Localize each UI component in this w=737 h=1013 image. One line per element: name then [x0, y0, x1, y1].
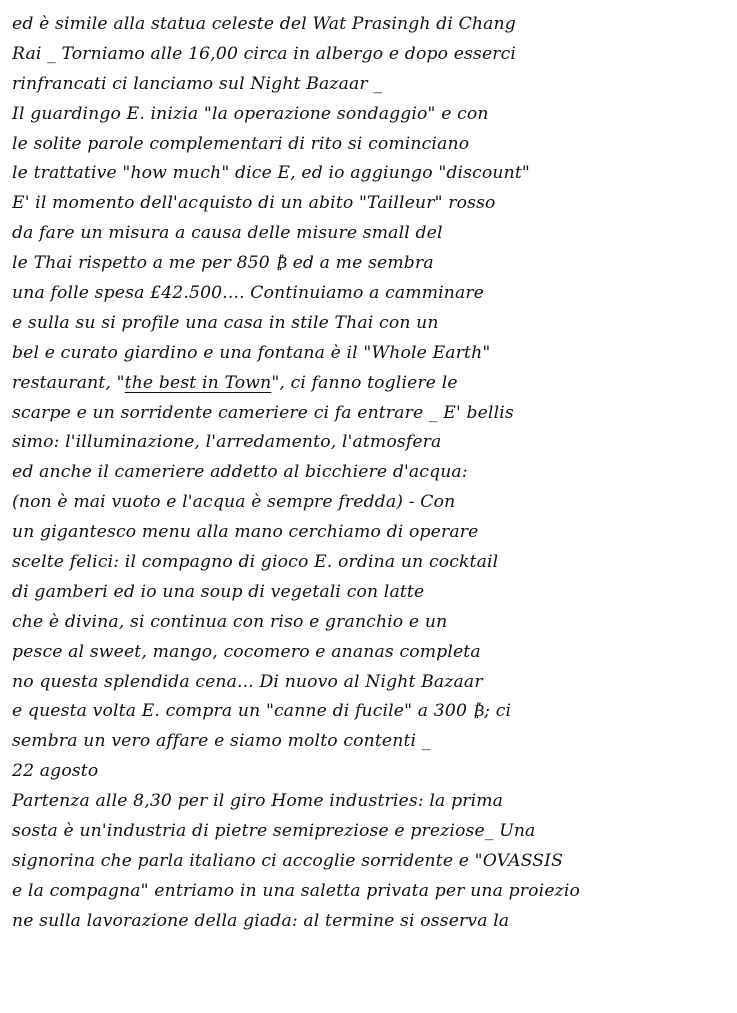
- text-line: bel e curato giardino e una fontana è il "Whole Earth": [12, 342, 491, 363]
- text-line: le Thai rispetto a me per 850 ₿ ed a me sembra: [12, 253, 434, 274]
- text-line: le trattative "how much" dice E, ed io aggiungo "discount": [12, 163, 530, 184]
- text-line: rinfrancati ci lanciamo sul Night Bazaar _: [12, 73, 383, 94]
- text-line: ed anche il cameriere addetto al bicchiere d'acqua:: [12, 462, 468, 483]
- text-line: Rai _ Torniamo alle 16,00 circa in albergo e dopo esserci: [12, 43, 517, 64]
- text-line: Partenza alle 8,30 per il giro Home industries: la prima: [12, 791, 504, 812]
- text-line: un gigantesco menu alla mano cerchiamo di operare: [12, 522, 479, 543]
- underlined-phrase: the best in Town: [124, 372, 272, 393]
- text-line: di gamberi ed io una soup di vegetali con latte: [12, 581, 425, 602]
- handwritten-text-block: [12, 10, 730, 937]
- text-line: una folle spesa £42.500.... Continuiamo a camminare: [12, 283, 485, 304]
- text-segment: ", ci fanno togliere le: [271, 372, 458, 393]
- text-line: ne sulla lavorazione della giada: al termine si osserva la: [12, 910, 510, 931]
- text-line: e la compagna" entriamo in una saletta privata per una proiezio: [12, 880, 580, 901]
- text-line: (non è mai vuoto e l'acqua è sempre fredda) - Con: [12, 492, 456, 513]
- text-line: sosta è un'industria di pietre semipreziose e preziose_ Una: [12, 821, 536, 842]
- text-line: E' il momento dell'acquisto di un abito "Tailleur" rosso: [12, 193, 496, 214]
- text-line-with-underline: [12, 369, 730, 399]
- text-line: e sulla su si profile una casa in stile Thai con un: [12, 312, 439, 333]
- text-line: simo: l'illuminazione, l'arredamento, l'atmosfera: [12, 432, 442, 453]
- text-line: sembra un vero affare e siamo molto contenti _: [12, 731, 431, 752]
- text-line: no questa splendida cena... Di nuovo al Night Bazaar: [12, 671, 483, 692]
- text-line: signorina che parla italiano ci accoglie sorridente e "OVASSIS: [12, 850, 564, 871]
- text-line: ed è simile alla statua celeste del Wat Prasingh di Chang: [12, 14, 516, 34]
- date-heading: 22 agosto: [12, 761, 99, 782]
- text-line: scelte felici: il compagno di gioco E. ordina un cocktail: [12, 552, 499, 573]
- text-line: scarpe e un sorridente cameriere ci fa entrare _ E' bellis: [12, 402, 514, 423]
- text-line: le solite parole complementari di rito si cominciano: [12, 133, 470, 154]
- text-line: da fare un misura a causa delle misure small del: [12, 223, 443, 244]
- text-line: pesce al sweet, mango, cocomero e ananas completa: [12, 641, 481, 662]
- text-line: e questa volta E. compra un "canne di fucile" a 300 ₿; ci: [12, 701, 512, 722]
- text-segment: restaurant, ": [12, 372, 125, 393]
- text-line: Il guardingo E. inizia "la operazione sondaggio" e con: [12, 103, 489, 124]
- text-line: che è divina, si continua con riso e granchio e un: [12, 611, 448, 632]
